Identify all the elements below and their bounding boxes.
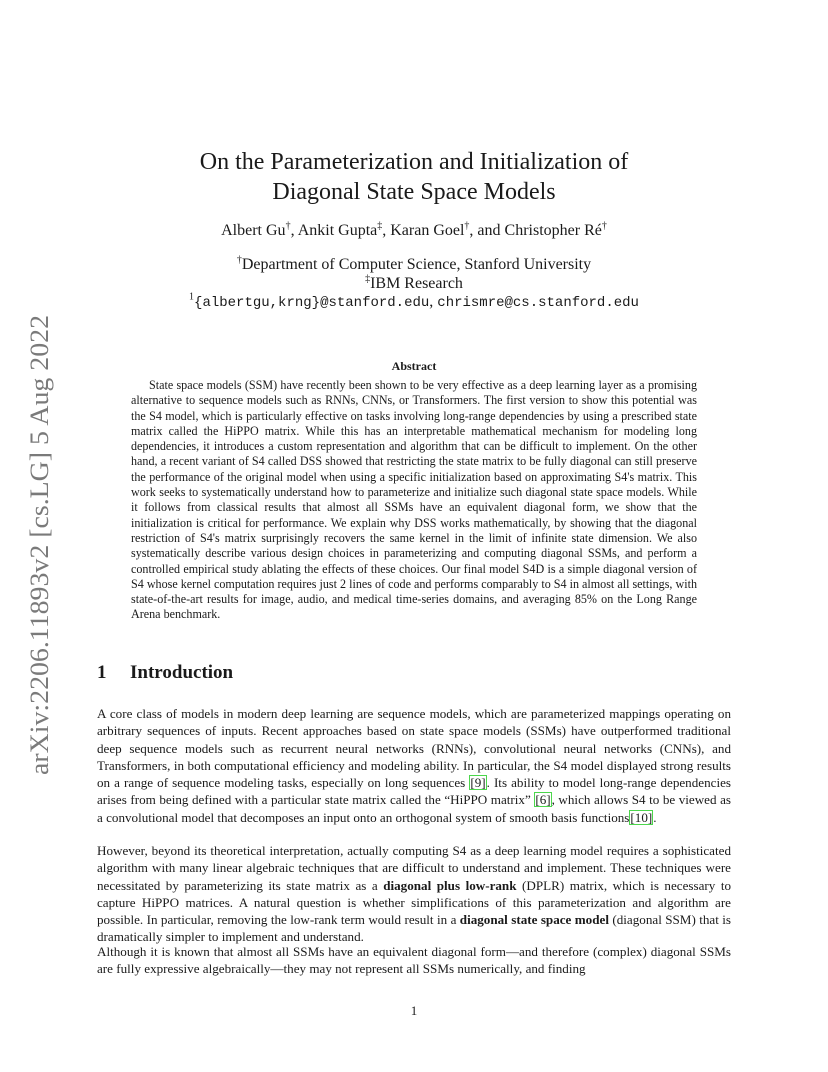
- citation-link[interactable]: [10]: [630, 809, 653, 825]
- affil-mark: ‡: [365, 273, 371, 285]
- author-emails: [0, 293, 828, 312]
- author-affil-mark: †: [601, 220, 607, 232]
- para-text: .: [653, 809, 657, 825]
- bold-term: diagonal plus low-rank: [383, 877, 517, 893]
- para-text: A core class of models in modern deep learning are sequence models, which are parameterized mappings operating on arbitrary sequences of inputs. Recent approaches based on state space models (SSMs) have outperformed traditional deep sequence models such as recurrent neural networks (RNNs), convolutional neural networks (CNNs), and Transformers, in both computational efficiency and modeling ability. In particular, the S4 model displayed strong results on a range of sequence modeling tasks, especially on long sequences: [97, 706, 731, 791]
- abstract-body: State space models (SSM) have recently been shown to be very effective as a deep learning layer as a promising alternative to sequence models such as RNNs, CNNs, or Transformers. The first version to show this potential was the S4 model, which is particularly effective on tasks involving long-range dependencies by using a prescribed state matrix called the HiPPO matrix. While this has an interpretable mathematical mechanism for modeling long dependencies, it introduces a custom representation and algorithm that can be difficult to implement. On the other hand, a recent variant of S4 called DSS showed that restricting the state matrix to be fully diagonal can still preserve the performance of the original model when using a specific initialization based on approximating S4's matrix. This work seeks to systematically understand how to parameterize and initialize such diagonal state space models. While it follows from classical results that almost all SSMs have an equivalent diagonal form, we show that the initialization is critical for performance. We explain why DSS works mathematically, by showing that the diagonal restriction of S4's matrix surprisingly recovers the same kernel in the limit of infinite state dimension. We also systematically describe various design choices in parameterizing and computing diagonal SSMs, and perform a controlled empirical study ablating the effects of these choices. Our final model S4D is a simple diagonal version of S4 whose kernel computation requires just 2 lines of code and performs comparably to S4 in almost all settings, with state-of-the-art results for image, audio, and medical time-series domains, and averaging 85% on the Long Range Arena benchmark.: [131, 378, 697, 622]
- intro-paragraph-3: Although it is known that almost all SSMs have an equivalent diagonal form—and therefore (complex) diagonal SSMs are fully expressive algebraically—they may not represent all SSMs numerically, and finding: [97, 944, 731, 977]
- page-number: 1: [410, 1003, 418, 1018]
- affil-text: IBM Research: [370, 275, 463, 292]
- author-list: [0, 222, 828, 240]
- affil-text: Department of Computer Science, Stanford University: [241, 256, 592, 273]
- affiliation-ibm: [0, 275, 828, 293]
- author-affil-mark: ‡: [377, 220, 383, 232]
- abstract-heading: Abstract: [391, 359, 437, 373]
- arxiv-id-text: arXiv:2206.11893v2 [cs.LG] 5 Aug 2022: [25, 345, 54, 775]
- author-separator: ,: [382, 222, 391, 239]
- paper-title-line-1: On the Parameterization and Initialization of: [199, 149, 629, 175]
- author-affil-mark: †: [464, 220, 470, 232]
- author-separator: , and: [469, 222, 505, 239]
- author-name: Karan Goel: [390, 222, 465, 239]
- intro-paragraph-1: [97, 705, 731, 826]
- author-affil-mark: †: [285, 220, 291, 232]
- citation-link[interactable]: [6]: [535, 792, 551, 808]
- author-separator: ,: [290, 222, 298, 239]
- author-name: Albert Gu: [221, 222, 286, 239]
- email-chrismre: chrismre@cs.stanford.edu: [437, 295, 639, 311]
- citation-link[interactable]: [9]: [470, 775, 486, 791]
- affiliation-stanford: [0, 256, 828, 274]
- para-text: . Its ability to model long-range dependencies arises from being defined with a particular state matrix called the “HiPPO matrix”: [97, 775, 731, 808]
- email-group: {albertgu,krng}@stanford.edu: [194, 295, 430, 311]
- intro-paragraph-2: [97, 842, 731, 946]
- para-text: , which allows S4 to be viewed as a convolutional model that decomposes an input onto an orthogonal system of smooth basis functions: [97, 792, 731, 825]
- affil-mark: †: [236, 254, 242, 266]
- author-name: Christopher Ré: [504, 222, 602, 239]
- section-number: 1: [97, 662, 107, 683]
- bold-term: diagonal state space model: [459, 912, 609, 928]
- author-name: Ankit Gupta: [297, 222, 378, 239]
- para-text: However, beyond its theoretical interpretation, actually computing S4 as a deep learning model requires a sophisticated algorithm with many linear algebraic techniques that are difficult to understand and implement. These techniques were necessitated by parameterizing its state matrix as a: [97, 843, 731, 893]
- email-mark: 1: [189, 291, 195, 303]
- section-title: Introduction: [130, 662, 234, 683]
- paper-title-line-2: Diagonal State Space Models: [272, 179, 556, 205]
- arxiv-sidebar-stamp: [8, 310, 68, 780]
- para-text: (DPLR) matrix, which is necessary to capture HiPPO matrices. A natural question is whether simplifications of this parameterization and algorithm are possible. In particular, removing the low-rank term would result in a: [97, 877, 732, 928]
- section-heading-introduction: [97, 662, 233, 684]
- para-text: (diagonal SSM) that is dramatically simpler to implement and understand.: [97, 912, 731, 945]
- email-separator: ,: [429, 293, 438, 310]
